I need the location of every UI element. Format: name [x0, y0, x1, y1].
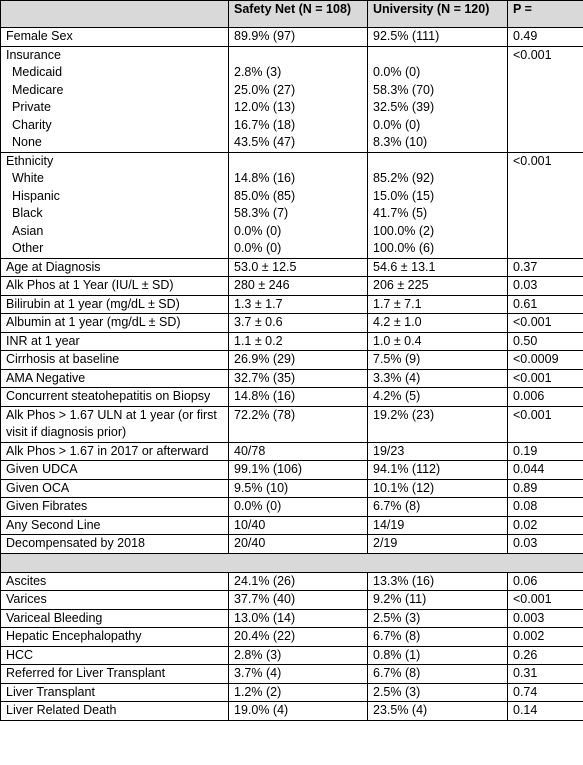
- p-value-cell: <0.001: [508, 369, 583, 388]
- sub-university-value: 85.2% (92): [373, 171, 435, 185]
- sub-label: Other: [12, 241, 44, 255]
- row-label-cell: Any Second Line: [1, 516, 229, 535]
- row-label-cell: Ascites: [1, 572, 229, 591]
- p-value-cell: <0.001: [508, 46, 583, 152]
- row-label-cell: Given UDCA: [1, 461, 229, 480]
- row-label-cell: Given Fibrates: [1, 498, 229, 517]
- sub-university-value: 58.3% (70): [373, 82, 435, 97]
- table-row: [1, 665, 583, 684]
- separator-cell: [1, 553, 583, 572]
- sub-label: White: [12, 171, 44, 185]
- p-value-cell: <0.001: [508, 406, 583, 442]
- university-cell: [368, 46, 508, 152]
- table-row: [1, 442, 583, 461]
- university-cell: 14/19: [368, 516, 508, 535]
- table-row: [1, 628, 583, 647]
- sub-university-value: 100.0% (6): [373, 241, 435, 255]
- sub-safety-net-value: 25.0% (27): [234, 82, 296, 97]
- p-value-cell: 0.002: [508, 628, 583, 647]
- row-label-cell: Alk Phos > 1.67 in 2017 or afterward: [1, 442, 229, 461]
- university-cell: 6.7% (8): [368, 498, 508, 517]
- university-cell: 1.7 ± 7.1: [368, 295, 508, 314]
- header-row: [1, 1, 583, 28]
- row-label-cell: Age at Diagnosis: [1, 258, 229, 277]
- table-row: [1, 277, 583, 296]
- sub-safety-net-value: 85.0% (85): [234, 188, 296, 203]
- sub-label: Asian: [12, 223, 44, 238]
- university-cell: 2.5% (3): [368, 609, 508, 628]
- row-label-cell: INR at 1 year: [1, 332, 229, 351]
- p-value-cell: <0.0009: [508, 351, 583, 370]
- university-cell: 1.0 ± 0.4: [368, 332, 508, 351]
- table-row: [1, 332, 583, 351]
- sub-university-value: 15.0% (15): [373, 188, 435, 203]
- safety-net-cell: 2.8% (3): [229, 646, 368, 665]
- table-row: [1, 28, 583, 47]
- sub-label: Black: [12, 206, 43, 220]
- table-row: [1, 258, 583, 277]
- sub-safety-net-value: 58.3% (7): [234, 206, 289, 220]
- table-row: [1, 702, 583, 721]
- sub-label: Charity: [12, 117, 52, 132]
- safety-net-cell: 99.1% (106): [229, 461, 368, 480]
- university-cell: 19/23: [368, 442, 508, 461]
- safety-net-cell: 40/78: [229, 442, 368, 461]
- header-safety-net: Safety Net (N = 108): [229, 1, 368, 28]
- safety-net-cell: 24.1% (26): [229, 572, 368, 591]
- row-label-cell: Decompensated by 2018: [1, 535, 229, 554]
- sub-university-value: 41.7% (5): [373, 206, 428, 220]
- row-label-cell: AMA Negative: [1, 369, 229, 388]
- university-cell: 6.7% (8): [368, 628, 508, 647]
- safety-net-cell: 1.1 ± 0.2: [229, 332, 368, 351]
- sub-safety-net-value: 2.8% (3): [234, 65, 282, 79]
- p-value-cell: 0.31: [508, 665, 583, 684]
- university-cell: 2/19: [368, 535, 508, 554]
- table-row: [1, 572, 583, 591]
- p-value-cell: <0.001: [508, 152, 583, 258]
- header-p-value: P =: [508, 1, 583, 28]
- safety-net-cell: 53.0 ± 12.5: [229, 258, 368, 277]
- sub-university-value: 32.5% (39): [373, 100, 435, 114]
- university-cell: 0.8% (1): [368, 646, 508, 665]
- sub-label: None: [12, 135, 42, 149]
- safety-net-cell: 1.3 ± 1.7: [229, 295, 368, 314]
- table-row: [1, 535, 583, 554]
- sub-safety-net-value: 14.8% (16): [234, 171, 296, 185]
- table-row: [1, 683, 583, 702]
- university-cell: 2.5% (3): [368, 683, 508, 702]
- safety-net-cell: [229, 152, 368, 258]
- sub-label: Medicare: [12, 82, 64, 97]
- p-value-cell: 0.49: [508, 28, 583, 47]
- sub-university-value: 0.0% (0): [373, 65, 421, 79]
- row-label-cell: Varices: [1, 591, 229, 610]
- sub-university-value: 100.0% (2): [373, 223, 435, 238]
- sub-safety-net-value: 43.5% (47): [234, 135, 296, 149]
- university-cell: 206 ± 225: [368, 277, 508, 296]
- university-cell: 7.5% (9): [368, 351, 508, 370]
- sub-label: Hispanic: [12, 188, 60, 203]
- table-row: [1, 351, 583, 370]
- row-label-cell: Cirrhosis at baseline: [1, 351, 229, 370]
- safety-net-cell: 280 ± 246: [229, 277, 368, 296]
- table-row: [1, 295, 583, 314]
- university-cell: 54.6 ± 13.1: [368, 258, 508, 277]
- table-row: [1, 314, 583, 333]
- p-value-cell: 0.006: [508, 388, 583, 407]
- table-row: [1, 388, 583, 407]
- p-value-cell: <0.001: [508, 591, 583, 610]
- group-row: [1, 46, 583, 152]
- safety-net-cell: 9.5% (10): [229, 479, 368, 498]
- row-label-cell: Alk Phos > 1.67 ULN at 1 year (or first visit if diagnosis prior): [1, 406, 229, 442]
- p-value-cell: 0.003: [508, 609, 583, 628]
- university-cell: 13.3% (16): [368, 572, 508, 591]
- university-cell: 92.5% (111): [368, 28, 508, 47]
- table-row: [1, 591, 583, 610]
- p-value-cell: 0.26: [508, 646, 583, 665]
- sub-university-value: 0.0% (0): [373, 117, 421, 132]
- header-university: University (N = 120): [368, 1, 508, 28]
- header-blank: [1, 1, 229, 28]
- university-cell: 19.2% (23): [368, 406, 508, 442]
- group-label: Ethnicity: [6, 153, 54, 168]
- row-label-cell: Liver Related Death: [1, 702, 229, 721]
- safety-net-cell: 19.0% (4): [229, 702, 368, 721]
- university-cell: 9.2% (11): [368, 591, 508, 610]
- university-cell: 94.1% (112): [368, 461, 508, 480]
- section-separator: [1, 553, 583, 572]
- safety-net-cell: 26.9% (29): [229, 351, 368, 370]
- row-label-cell: Bilirubin at 1 year (mg/dL ± SD): [1, 295, 229, 314]
- sub-safety-net-value: 0.0% (0): [234, 223, 282, 238]
- row-label-cell: Referred for Liver Transplant: [1, 665, 229, 684]
- safety-net-cell: 32.7% (35): [229, 369, 368, 388]
- p-value-cell: 0.89: [508, 479, 583, 498]
- p-value-cell: 0.37: [508, 258, 583, 277]
- sub-label: Private: [12, 100, 51, 114]
- p-value-cell: 0.14: [508, 702, 583, 721]
- safety-net-cell: 1.2% (2): [229, 683, 368, 702]
- row-label-cell: Albumin at 1 year (mg/dL ± SD): [1, 314, 229, 333]
- p-value-cell: 0.19: [508, 442, 583, 461]
- group-label: Insurance: [6, 47, 61, 62]
- safety-net-cell: 37.7% (40): [229, 591, 368, 610]
- group-label-cell: [1, 46, 229, 152]
- p-value-cell: 0.03: [508, 277, 583, 296]
- table-row: [1, 369, 583, 388]
- p-value-cell: 0.08: [508, 498, 583, 517]
- p-value-cell: 0.61: [508, 295, 583, 314]
- sub-university-value: 8.3% (10): [373, 135, 428, 149]
- university-cell: 3.3% (4): [368, 369, 508, 388]
- table-row: [1, 406, 583, 442]
- table-row: [1, 498, 583, 517]
- safety-net-cell: 3.7 ± 0.6: [229, 314, 368, 333]
- table-row: [1, 646, 583, 665]
- row-label-cell: Alk Phos at 1 Year (IU/L ± SD): [1, 277, 229, 296]
- university-cell: 10.1% (12): [368, 479, 508, 498]
- university-cell: 4.2 ± 1.0: [368, 314, 508, 333]
- table-row: [1, 609, 583, 628]
- row-label-cell: Concurrent steatohepatitis on Biopsy: [1, 388, 229, 407]
- university-cell: [368, 152, 508, 258]
- row-label-cell: Given OCA: [1, 479, 229, 498]
- p-value-cell: 0.03: [508, 535, 583, 554]
- group-label-cell: [1, 152, 229, 258]
- sub-label: Medicaid: [12, 65, 63, 79]
- university-cell: 6.7% (8): [368, 665, 508, 684]
- safety-net-cell: 0.0% (0): [229, 498, 368, 517]
- university-cell: 4.2% (5): [368, 388, 508, 407]
- p-value-cell: 0.044: [508, 461, 583, 480]
- university-cell: 23.5% (4): [368, 702, 508, 721]
- safety-net-cell: 20/40: [229, 535, 368, 554]
- p-value-cell: 0.50: [508, 332, 583, 351]
- safety-net-cell: 20.4% (22): [229, 628, 368, 647]
- safety-net-cell: 3.7% (4): [229, 665, 368, 684]
- p-value-cell: 0.02: [508, 516, 583, 535]
- safety-net-cell: 14.8% (16): [229, 388, 368, 407]
- safety-net-cell: 10/40: [229, 516, 368, 535]
- row-label-cell: Variceal Bleeding: [1, 609, 229, 628]
- sub-safety-net-value: 12.0% (13): [234, 100, 296, 114]
- safety-net-cell: [229, 46, 368, 152]
- p-value-cell: 0.74: [508, 683, 583, 702]
- p-value-cell: <0.001: [508, 314, 583, 333]
- group-row: [1, 152, 583, 258]
- table-row: [1, 461, 583, 480]
- safety-net-cell: 72.2% (78): [229, 406, 368, 442]
- p-value-cell: 0.06: [508, 572, 583, 591]
- row-label-cell: Hepatic Encephalopathy: [1, 628, 229, 647]
- sub-safety-net-value: 16.7% (18): [234, 117, 296, 132]
- row-label-cell: Liver Transplant: [1, 683, 229, 702]
- row-label-cell: HCC: [1, 646, 229, 665]
- safety-net-cell: 89.9% (97): [229, 28, 368, 47]
- safety-net-cell: 13.0% (14): [229, 609, 368, 628]
- sub-safety-net-value: 0.0% (0): [234, 241, 282, 255]
- table-row: [1, 479, 583, 498]
- table-row: [1, 516, 583, 535]
- row-label-cell: Female Sex: [1, 28, 229, 47]
